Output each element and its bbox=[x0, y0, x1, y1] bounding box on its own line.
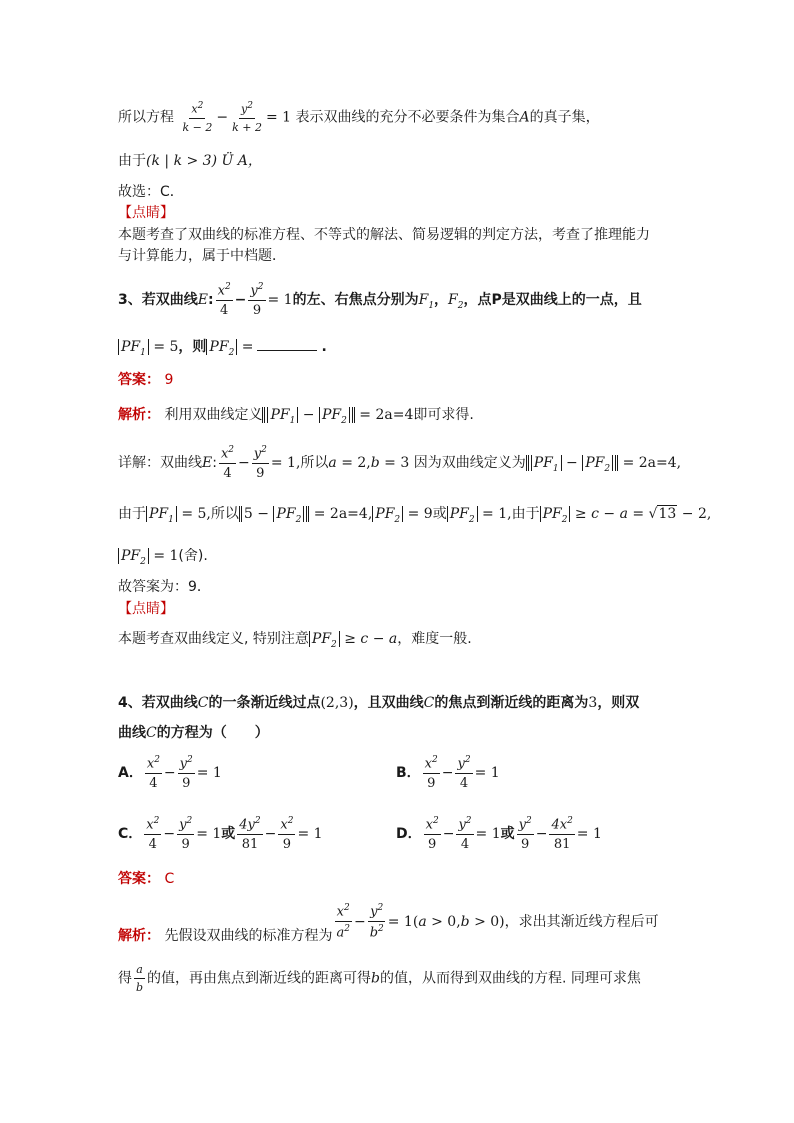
text: 或 bbox=[221, 826, 236, 843]
text: 利用双曲线定义 bbox=[164, 407, 263, 423]
answer-value: 9 bbox=[164, 372, 174, 388]
text: ，难度一般. bbox=[397, 631, 472, 647]
heading-dianjing: 【点睛】 bbox=[118, 601, 174, 617]
heading-dianjing: 【点睛】 bbox=[118, 205, 174, 221]
text: 的方程为（ ） bbox=[156, 725, 269, 741]
text: 所以 bbox=[210, 506, 239, 522]
text: ，点P是双曲线上的一点，且 bbox=[463, 292, 642, 309]
line-equation-condition: 所以方程 $\frac{x^2}{k - 2}$ − $\frac{y^2}{k + 2}$ = 1 表示双曲线的充分不必要条件为集合A的真子集， bbox=[118, 101, 600, 134]
final-answer-3: 故答案为：9． bbox=[118, 579, 211, 595]
analysis-4-cont: 得 $\frac{a}{b}$ 的值，再由焦点到渐近线的距离可得b的值，从而得到双曲线的方程. 同理可求焦 bbox=[118, 963, 641, 994]
text: 的焦点到渐近线的距离为 bbox=[434, 695, 589, 711]
label: 答案： bbox=[118, 871, 160, 887]
answer-blank bbox=[257, 336, 317, 351]
text: 由于 bbox=[511, 506, 540, 522]
text: 先假设双曲线的标准方程为 bbox=[164, 927, 333, 944]
analysis-4: 解析： 先假设双曲线的标准方程为 $\frac{x^2}{a^2}$ − $\frac{y^2}{b^2}$ = 1(a > 0,b > 0)，求出其渐近线方程后可 bbox=[118, 903, 659, 944]
text: . bbox=[321, 339, 327, 355]
line-since bbox=[118, 150, 262, 170]
text: 4、若双曲线 bbox=[118, 695, 198, 711]
text: ，求出其渐近线方程后可 bbox=[504, 913, 659, 930]
question-4-cont: 曲线C的方程为（ ） bbox=[118, 725, 269, 741]
text: 所以方程 bbox=[118, 109, 174, 126]
text: 的值，从而得到双曲线的方程. 同理可求焦 bbox=[380, 970, 641, 987]
text: (舍). bbox=[178, 548, 208, 564]
answer-value: C bbox=[164, 871, 175, 887]
question-3: 3、若双曲线E: $\frac{x^2}{4}$ − $\frac{y^2}{9}$ = 1的左、右焦点分别为$F_1$，$F_2$，点P是双曲线上的一点，且 bbox=[118, 282, 642, 319]
text: 曲线 bbox=[118, 725, 146, 741]
option-d[interactable]: D． $\frac{x^2}{9}$ − $\frac{y^2}{4}$ = 1或 $\frac{y^2}{9}$ − $\frac{4x^2}{81}$ = 1 bbox=[396, 816, 602, 853]
label: 答案： bbox=[118, 372, 160, 388]
analysis-3: 解析： 利用双曲线定义 $PF_1 - PF_2 = 2a=4$即可求得. bbox=[118, 407, 474, 426]
answer-3 bbox=[118, 369, 173, 389]
label: 解析： bbox=[118, 407, 160, 423]
option-b[interactable]: B． $\frac{x^2}{9}$ − $\frac{y^2}{4}$ = 1 bbox=[396, 755, 500, 792]
text: ，且双曲线 bbox=[353, 695, 424, 711]
option-label: A． bbox=[118, 765, 143, 782]
text: 或 bbox=[432, 506, 447, 522]
label: 解析： bbox=[118, 927, 160, 944]
option-c[interactable]: C． $\frac{x^2}{4}$ − $\frac{y^2}{9}$ = 1或 $\frac{4y^2}{81}$ − $\frac{x^2}{9}$ = 1 bbox=[118, 816, 323, 853]
detail-3: 详解：双曲线E: $\frac{x^2}{4}$ − $\frac{y^2}{9}$ = 1,所以a = 2,b = 3 因为双曲线定义为 $PF_1 - PF_2 = 2a=4$, bbox=[118, 445, 682, 482]
comment-3: 本题考查双曲线定义, 特别注意 $PF_2 \ge c - a$，难度一般. bbox=[118, 631, 472, 650]
comment-text: 与计算能力，属于中档题． bbox=[118, 248, 286, 264]
text: 3、若双曲线 bbox=[118, 292, 198, 309]
question-3-condition: $PF_1 = 5$，则 $PF_2$ = . bbox=[118, 336, 327, 358]
comment-text: 本题考查了双曲线的标准方程、不等式的解法、简易逻辑的判定方法，考查了推理能力 bbox=[118, 227, 650, 243]
text: ，则 bbox=[178, 339, 207, 355]
text: 所以 bbox=[300, 455, 329, 472]
text: 由于 bbox=[118, 153, 146, 169]
text: 因为双曲线定义为 bbox=[413, 455, 526, 472]
answer-4 bbox=[118, 868, 174, 888]
option-label: D． bbox=[396, 826, 422, 843]
detail-3-discard: $PF_2 = 1$(舍). bbox=[118, 545, 208, 567]
math: (k | k > 3) Ü A， bbox=[146, 153, 262, 169]
text: 表示双曲线的充分不必要条件为集合 bbox=[295, 109, 520, 126]
option-label: C． bbox=[118, 826, 143, 843]
text: 由于 bbox=[118, 506, 146, 522]
text: 本题考查双曲线定义, 特别注意 bbox=[118, 631, 309, 647]
option-a[interactable]: A． $\frac{x^2}{4}$ − $\frac{y^2}{9}$ = 1 bbox=[118, 755, 222, 792]
text: 即可求得. bbox=[413, 407, 474, 423]
option-label: B． bbox=[396, 765, 421, 782]
text: 的左、右焦点分别为 bbox=[292, 292, 419, 309]
detail-3-cont: 由于 $PF_1 = 5$,所以 $5 - PF_2 = 2a=4$, $PF_2 = 9$或 $PF_2 = 1$,由于 $PF_2 \ge c - a = √13 - 2$, bbox=[118, 506, 712, 525]
text: 的一条渐近线过点 bbox=[208, 695, 321, 711]
text: 详解：双曲线 bbox=[118, 455, 202, 472]
text: 的真子集， bbox=[529, 109, 600, 126]
text: 得 bbox=[118, 970, 132, 987]
text: 或 bbox=[500, 826, 515, 843]
answer-choice: 故选：C． bbox=[118, 184, 184, 200]
text: 的值，再由焦点到渐近线的距离可得 bbox=[147, 970, 372, 987]
question-4: 4、若双曲线C的一条渐近线过点(2,3)，且双曲线C的焦点到渐近线的距离为3，则双 bbox=[118, 695, 640, 711]
text: ，则双 bbox=[597, 695, 640, 711]
